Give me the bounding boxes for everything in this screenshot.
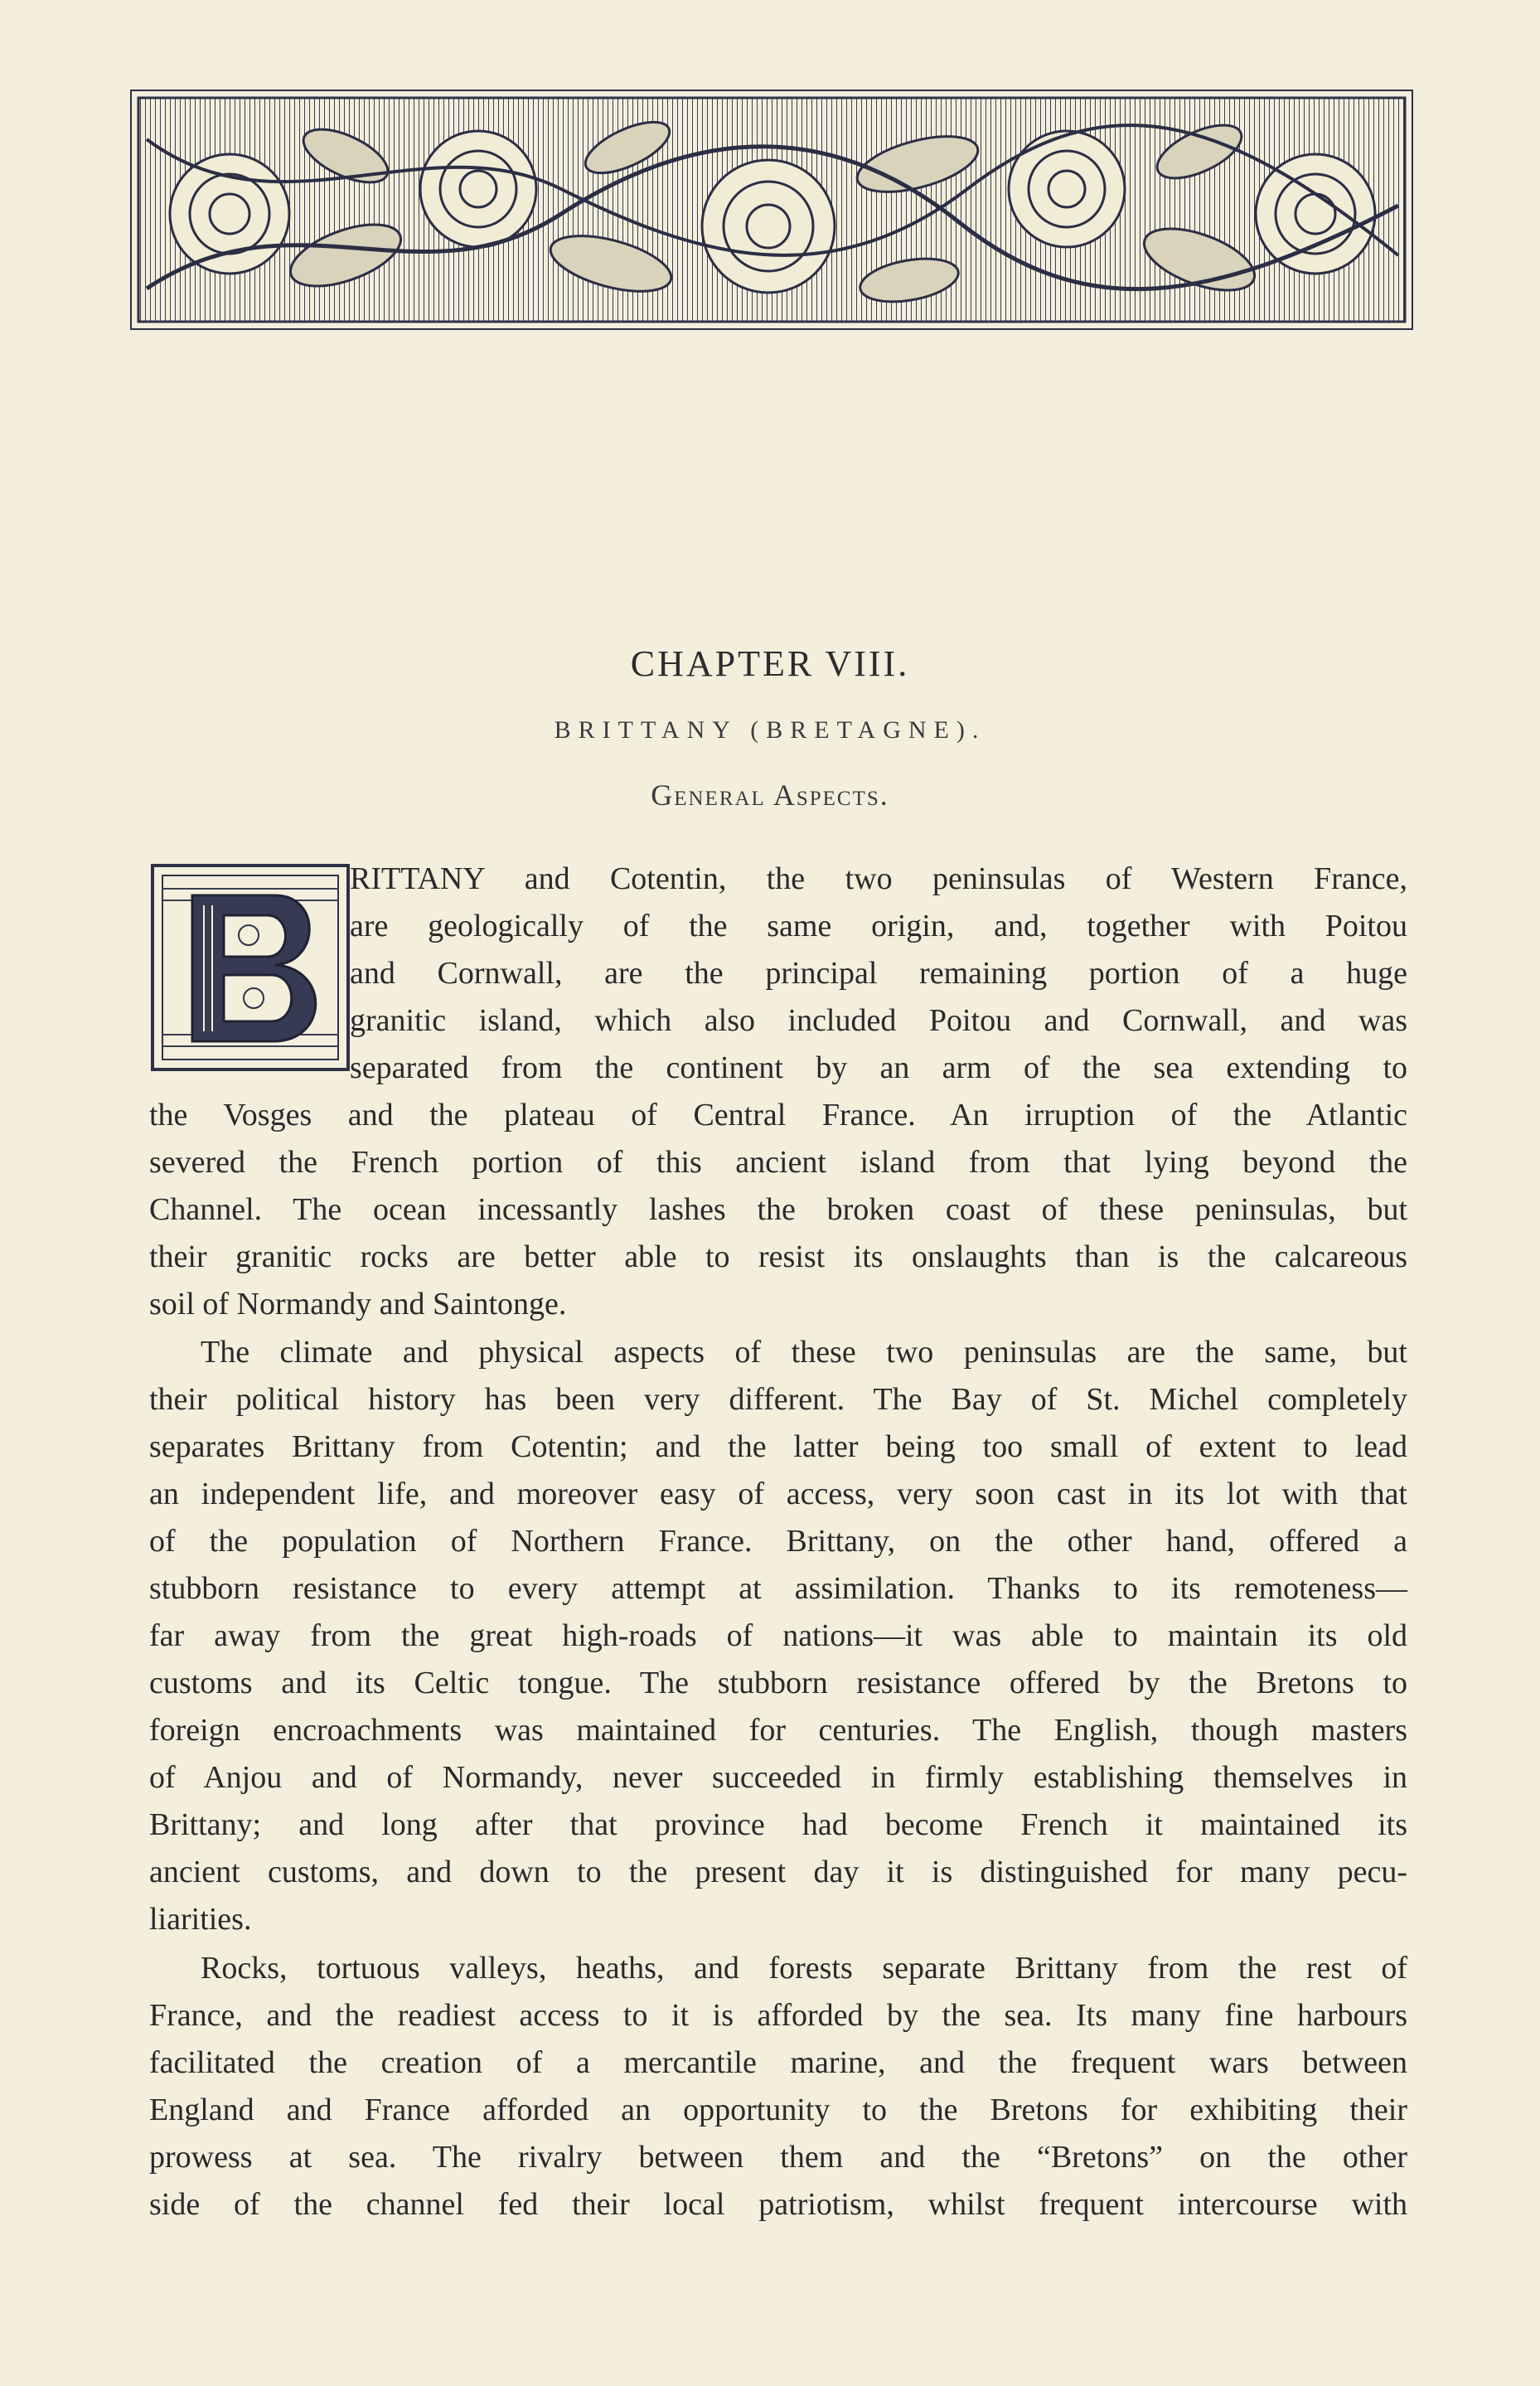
text-line: Rocks, tortuous valleys, heaths, and forests separate Brittany from the rest of <box>201 1951 1407 1986</box>
text-line: separated from the continent by an arm of the sea extending to <box>350 1050 1407 1085</box>
text-line: facilitated the creation of a mercantile marine, and the frequent wars between <box>149 2045 1407 2080</box>
text-line: soil of Normandy and Saintonge. <box>149 1287 567 1322</box>
text-line: of the population of Northern France. Brittany, on the other hand, offered a <box>149 1524 1407 1559</box>
text-line: England and France afforded an opportunity to the Bretons for exhibiting their <box>149 2093 1407 2127</box>
text-line: Channel. The ocean incessantly lashes the broken coast of these peninsulas, but <box>149 1192 1407 1227</box>
text-line: Brittany; and long after that province had become French it maintained its <box>149 1807 1407 1842</box>
text-line: The climate and physical aspects of these two peninsulas are the same, but <box>201 1335 1407 1370</box>
text-line: the Vosges and the plateau of Central France. An irruption of the Atlantic <box>149 1098 1407 1132</box>
paragraph-1-opening <box>350 856 1407 1092</box>
text-line: liarities. <box>149 1902 252 1937</box>
text-line: side of the channel fed their local patriotism, whilst frequent intercourse with <box>149 2187 1407 2222</box>
text-line: and Cornwall, are the principal remaining portion of a huge <box>350 956 1407 991</box>
chapter-subtitle: BRITTANY (BRETAGNE). <box>554 716 986 744</box>
drop-cap-initial <box>151 864 350 1071</box>
text-line: their political history has been very different. The Bay of St. Michel completely <box>149 1382 1407 1417</box>
text-line: customs and its Celtic tongue. The stubborn resistance offered by the Bretons to <box>149 1666 1407 1700</box>
text-line: far away from the great high-roads of nations—it was able to maintain its old <box>149 1618 1407 1653</box>
text-line: France, and the readiest access to it is afforded by the sea. Its many fine harbours <box>149 1998 1407 2033</box>
text-line: are geologically of the same origin, and, together with Poitou <box>350 909 1407 943</box>
chapter-title: CHAPTER VIII. <box>630 643 910 684</box>
paragraph-2 <box>149 1329 1407 1943</box>
illuminated-letter-icon <box>151 864 350 1071</box>
text-line: an independent life, and moreover easy of access, very soon cast in its lot with that <box>149 1477 1407 1511</box>
text-line: their granitic rocks are better able to resist its onslaughts than is the calcareous <box>149 1239 1407 1274</box>
text-line: separates Brittany from Cotentin; and the latter being too small of extent to lead <box>149 1429 1407 1464</box>
text-line: stubborn resistance to every attempt at assimilation. Thanks to its remoteness— <box>149 1571 1407 1606</box>
text-line: ancient customs, and down to the present day it is distinguished for many pecu- <box>149 1855 1407 1889</box>
text-line: of Anjou and of Normandy, never succeeded in firmly establishing themselves in <box>149 1760 1407 1795</box>
text-line: severed the French portion of this ancient island from that lying beyond the <box>149 1145 1407 1180</box>
floral-ornament-icon <box>130 90 1413 330</box>
text-line: granitic island, which also included Poitou and Cornwall, and was <box>350 1003 1407 1038</box>
paragraph-3 <box>149 1945 1407 2228</box>
section-title: General Aspects. <box>651 778 889 812</box>
decorative-header-banner <box>130 90 1413 330</box>
text-line: foreign encroachments was maintained for centuries. The English, though masters <box>149 1713 1407 1748</box>
text-line: prowess at sea. The rivalry between them and the “Bretons” on the other <box>149 2140 1407 2175</box>
paragraph-1 <box>149 1092 1407 1328</box>
text-line: RITTANY and Cotentin, the two peninsulas of Western France, <box>350 861 1407 896</box>
